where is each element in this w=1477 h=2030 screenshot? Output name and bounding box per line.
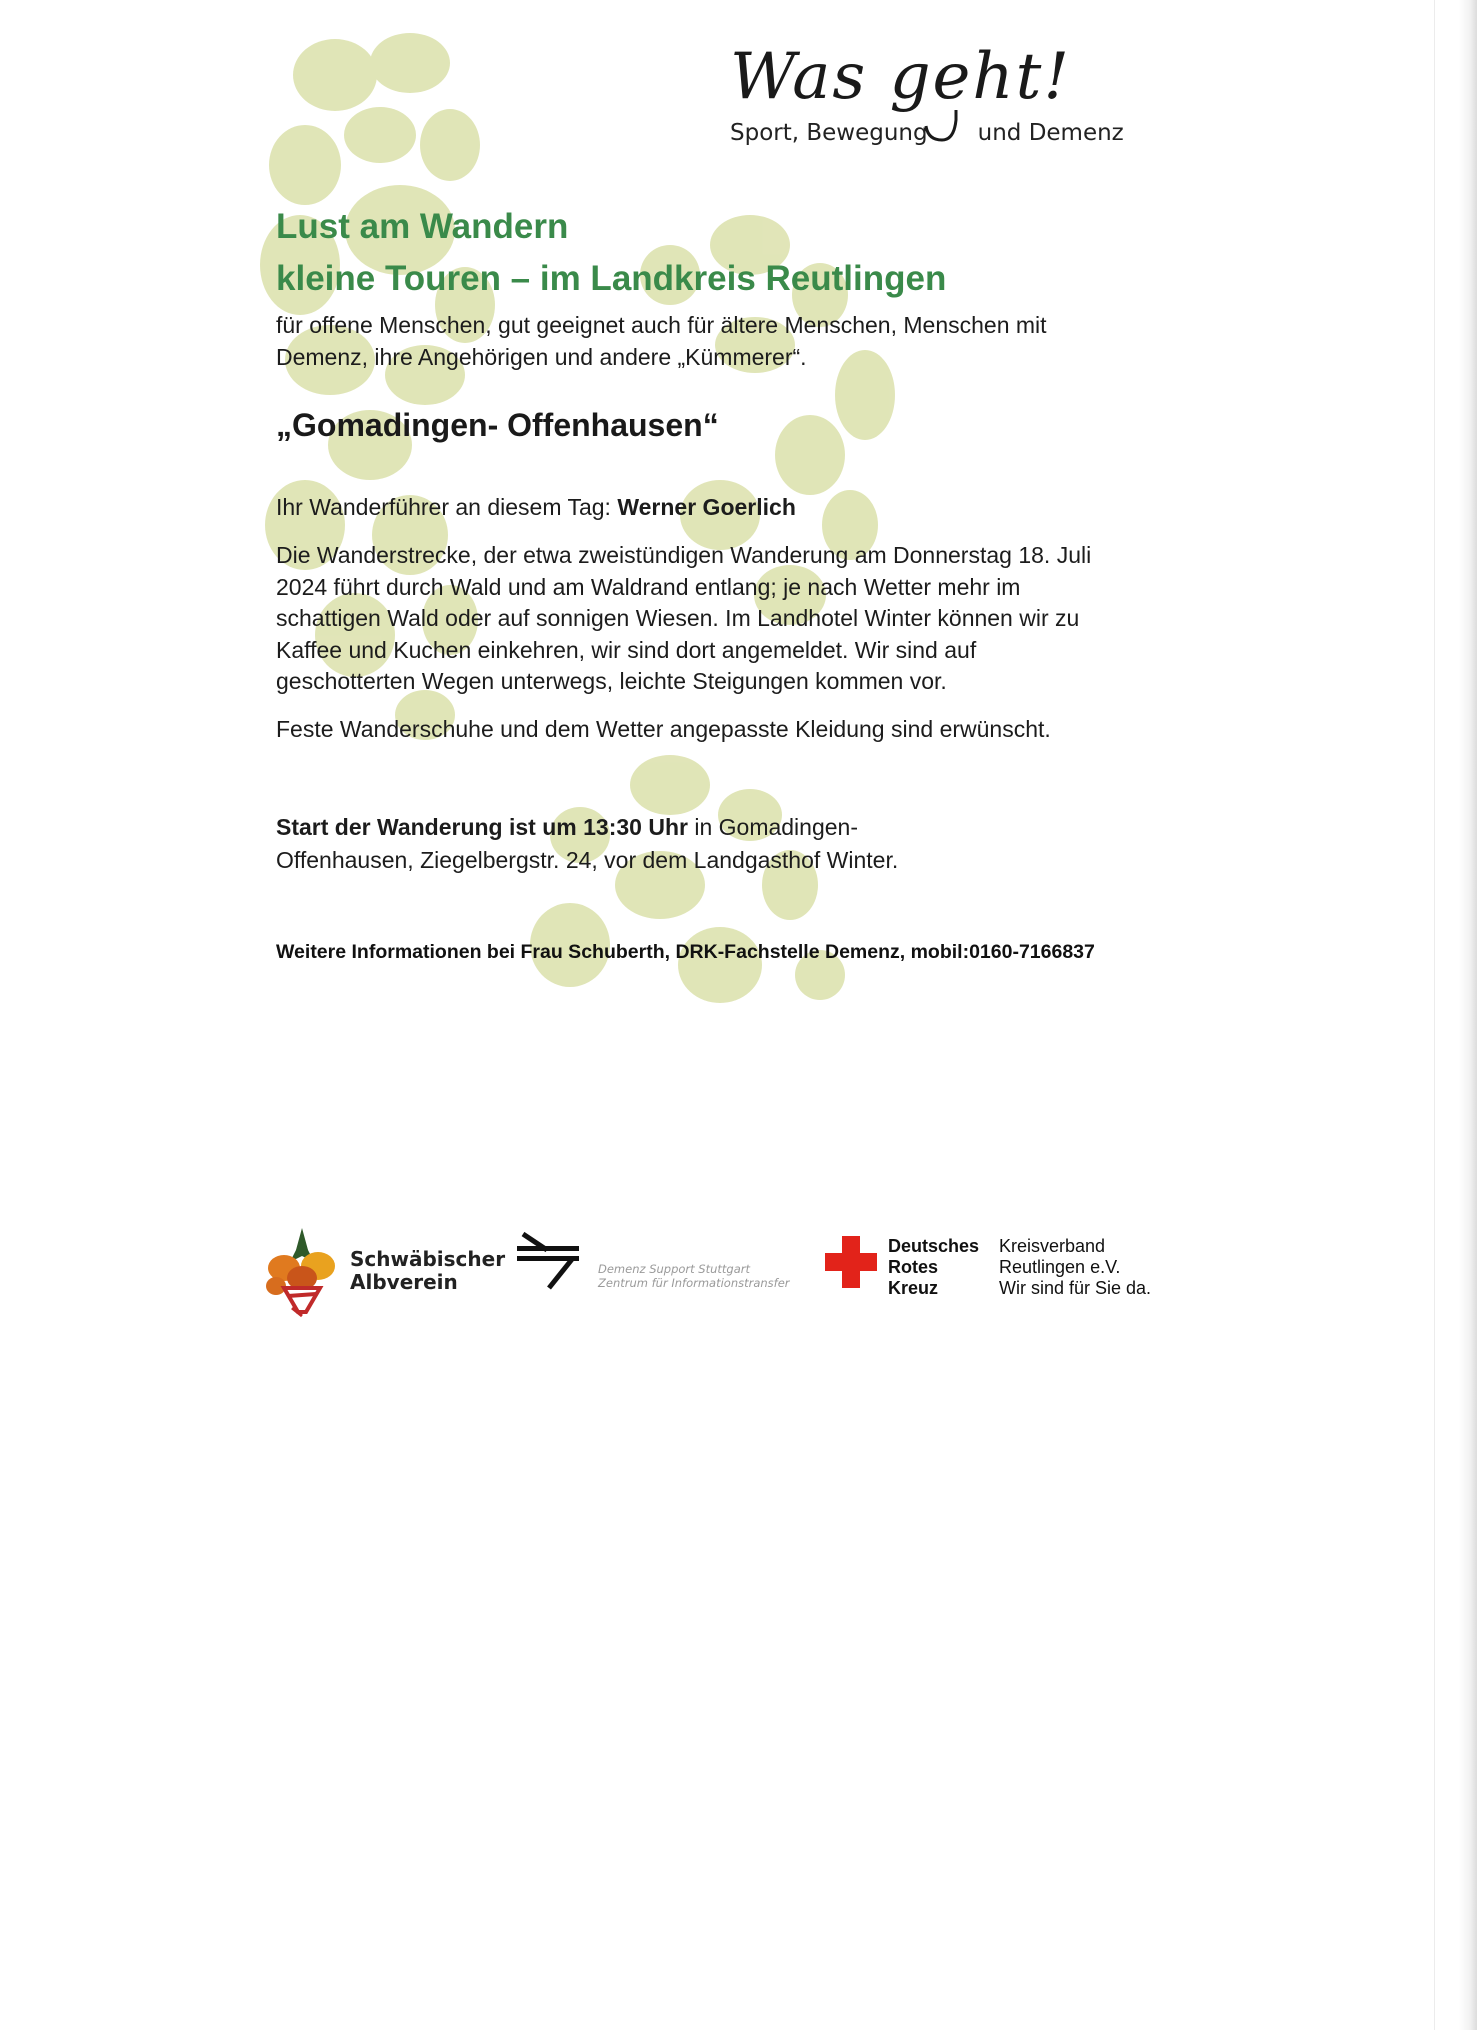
start-time-bold: Start der Wanderung ist um 13:30 Uhr — [276, 814, 688, 840]
drk-name-2: Rotes — [888, 1257, 939, 1277]
description-line-2: 2024 führt durch Wald und am Waldrand entlang; je nach Wetter mehr im — [276, 573, 1021, 600]
intro-line-2: Demenz, ihre Angehörigen und andere „Kümmerer“. — [276, 343, 807, 370]
drk-name-1: Deutsches — [888, 1236, 980, 1256]
clothing-note: Feste Wanderschuhe und dem Wetter angepasste Kleidung sind erwünscht. — [276, 716, 1051, 742]
logo-subtitle-left: Sport, Bewegung — [730, 120, 928, 146]
albverein-logo-icon — [262, 1220, 342, 1320]
description-line-1: Die Wanderstrecke, der etwa zweistündigen Wanderung am Donnerstag 18. Juli — [276, 542, 1092, 568]
demenz-support-line-1: Demenz Support Stuttgart — [598, 1262, 751, 1276]
demenz-support-logo-icon — [515, 1228, 585, 1298]
description-line-5: geschotterten Wegen unterwegs, leichte Steigungen kommen vor. — [276, 668, 947, 694]
drk-kv-3: Wir sind für Sie da. — [999, 1278, 1152, 1298]
drk-kv-1: Kreisverband — [999, 1236, 1106, 1256]
route-title: „Gomadingen- Offenhausen“ — [276, 407, 719, 443]
logo-script-text: Was geht! — [730, 40, 1072, 114]
intro-line-1: für offene Menschen, gut geeignet auch für ältere Menschen, Menschen mit — [276, 312, 1047, 338]
description-line-4: Kaffee und Kuchen einkehren, wir sind dort angemeldet. Wir sind auf — [276, 636, 977, 663]
page-edge-shadow — [1459, 0, 1477, 2030]
start-location-1: in Gomadingen- — [687, 814, 858, 840]
description-line-3: schattigen Wald oder auf sonnigen Wiesen. Im Landhotel Winter können wir zu — [276, 605, 1080, 631]
albverein-line-2: Albverein — [350, 1270, 458, 1294]
drk-name — [888, 1236, 979, 1299]
logo-subtitle-right: und Demenz — [977, 120, 1124, 146]
start-location-2: Offenhausen, Ziegelbergstr. 24, vor dem Landgasthof Winter. — [276, 847, 899, 873]
page-edge-line — [1434, 0, 1435, 2030]
demenz-support-name — [598, 1262, 790, 1290]
drk-name-3: Kreuz — [888, 1278, 939, 1298]
drk-kreisverband — [999, 1236, 1151, 1299]
heading-line-1: Lust am Wandern — [276, 207, 569, 246]
guide-line — [276, 492, 1156, 524]
albverein-name — [350, 1248, 505, 1294]
contact-info: Weitere Informationen bei Frau Schuberth, DRK-Fachstelle Demenz, mobil:0160-7166837 — [276, 941, 1095, 963]
was-geht-logo — [730, 40, 1170, 160]
guide-name: Werner Goerlich — [617, 494, 796, 520]
albverein-line-1: Schwäbischer — [350, 1247, 506, 1271]
red-cross-icon — [825, 1236, 877, 1288]
start-paragraph — [276, 811, 1156, 877]
intro-paragraph — [276, 310, 1156, 373]
demenz-support-line-2: Zentrum für Informationstransfer — [598, 1276, 790, 1290]
drk-kv-2: Reutlingen e.V. — [999, 1257, 1121, 1277]
heading-line-2: kleine Touren – im Landkreis Reutlingen — [276, 259, 947, 298]
description-paragraph — [276, 540, 1156, 698]
guide-label: Ihr Wanderführer an diesem Tag: — [276, 494, 618, 520]
logo-hook-icon — [922, 106, 962, 146]
